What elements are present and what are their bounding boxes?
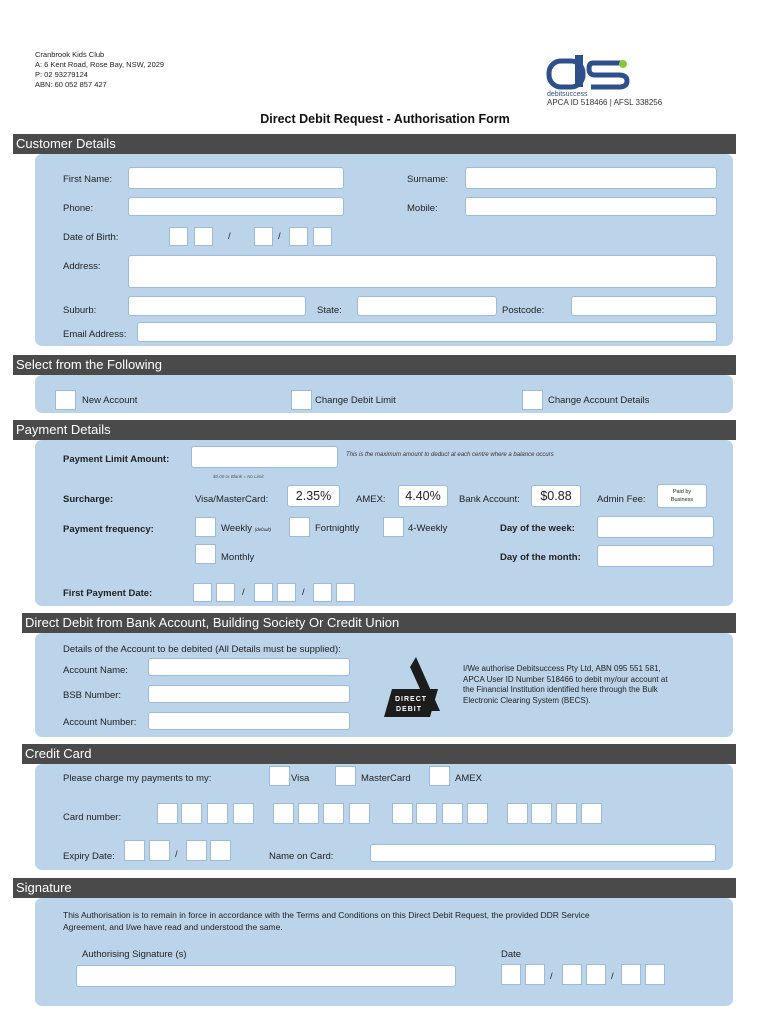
frequency-label: Payment frequency: bbox=[63, 524, 154, 535]
logo-wordmark: debitsuccess bbox=[547, 91, 588, 98]
bank-intro: Details of the Account to be debited (All Details must be supplied): bbox=[63, 644, 341, 655]
visa-mc-surcharge: 2.35% bbox=[287, 485, 340, 507]
new-account-checkbox[interactable] bbox=[55, 390, 76, 410]
first-payment-slash: / bbox=[242, 587, 245, 598]
card-digit[interactable] bbox=[531, 803, 552, 824]
section-select bbox=[13, 355, 736, 375]
bank-account-label: Bank Account: bbox=[459, 494, 520, 505]
card-digit[interactable] bbox=[467, 803, 488, 824]
club-info bbox=[35, 50, 164, 90]
sig-date-slash: / bbox=[611, 971, 614, 982]
mastercard-label: MasterCard bbox=[361, 773, 411, 784]
dd-logo-line: DEBIT bbox=[396, 706, 422, 713]
state-field[interactable] bbox=[357, 296, 497, 316]
change-account-details-label: Change Account Details bbox=[548, 395, 650, 406]
card-digit[interactable] bbox=[298, 803, 319, 824]
terms-line: Agreement, and I/we have read and understood the same. bbox=[63, 922, 283, 932]
signature-field[interactable] bbox=[76, 965, 456, 987]
suburb-field[interactable] bbox=[128, 296, 306, 316]
surname-label: Surname: bbox=[407, 174, 449, 185]
fortnightly-checkbox[interactable] bbox=[289, 517, 310, 537]
expiry-year-1[interactable] bbox=[186, 840, 207, 861]
first-name-field[interactable] bbox=[128, 167, 344, 189]
mobile-field[interactable] bbox=[465, 197, 717, 216]
admin-fee-label: Admin Fee: bbox=[597, 494, 646, 505]
first-payment-month-1[interactable] bbox=[254, 583, 273, 602]
paid-by-line: Paid by bbox=[672, 489, 692, 495]
change-debit-limit-label: Change Debit Limit bbox=[315, 395, 396, 406]
card-digit[interactable] bbox=[323, 803, 344, 824]
first-payment-slash: / bbox=[302, 587, 305, 598]
bsb-label: BSB Number: bbox=[63, 690, 122, 701]
section-signature bbox=[13, 878, 736, 898]
bsb-field[interactable] bbox=[148, 685, 350, 703]
postcode-label: Postcode: bbox=[502, 305, 545, 316]
limit-label: Payment Limit Amount: bbox=[63, 454, 170, 465]
limit-note: This is the maximum amount to deduct at each centre where a balance occurs bbox=[346, 452, 554, 458]
bank-authorisation-text bbox=[463, 664, 668, 706]
visa-mc-label: Visa/MasterCard: bbox=[195, 494, 269, 505]
account-name-field[interactable] bbox=[148, 658, 350, 676]
expiry-slash: / bbox=[175, 849, 178, 860]
weekly-text: Weekly bbox=[221, 523, 252, 534]
first-payment-day-2[interactable] bbox=[216, 583, 235, 602]
first-payment-month-2[interactable] bbox=[277, 583, 296, 602]
phone-field[interactable] bbox=[128, 197, 344, 216]
visa-label: Visa bbox=[291, 773, 310, 784]
weekly-default-note: (default) bbox=[254, 527, 272, 532]
change-account-details-checkbox[interactable] bbox=[522, 390, 543, 410]
state-label: State: bbox=[317, 305, 342, 316]
charge-label: Please charge my payments to my: bbox=[63, 773, 212, 784]
section-title: Signature bbox=[16, 880, 72, 895]
signature-label: Authorising Signature (s) bbox=[82, 949, 187, 960]
first-payment-year-2[interactable] bbox=[336, 583, 355, 602]
email-label: Email Address: bbox=[63, 329, 127, 340]
card-digit[interactable] bbox=[207, 803, 228, 824]
visa-checkbox[interactable] bbox=[269, 766, 290, 786]
auth-line: the Financial Institution identified here through the Bulk bbox=[463, 685, 658, 694]
mobile-label: Mobile: bbox=[407, 203, 438, 214]
paid-by-line: Business bbox=[670, 497, 694, 503]
expiry-year-2[interactable] bbox=[210, 840, 231, 861]
sig-date-day-1[interactable] bbox=[501, 964, 521, 985]
monthly-checkbox[interactable] bbox=[195, 544, 216, 564]
suburb-label: Suburb: bbox=[63, 305, 97, 316]
card-digit[interactable] bbox=[556, 803, 577, 824]
fortnightly-label: Fortnightly bbox=[315, 523, 360, 534]
limit-tiny-note: $0.00 or Blank = No Limit bbox=[213, 474, 264, 479]
monthly-label: Monthly bbox=[221, 552, 255, 563]
dob-slash: / bbox=[278, 231, 281, 242]
section-title: Direct Debit from Bank Account, Building Society Or Credit Union bbox=[25, 615, 400, 630]
sig-date-day-2[interactable] bbox=[525, 964, 545, 985]
dd-logo-line: DIRECT bbox=[394, 696, 428, 703]
postcode-field[interactable] bbox=[571, 296, 717, 316]
card-digit[interactable] bbox=[233, 803, 254, 824]
card-digit[interactable] bbox=[581, 803, 602, 824]
bank-surcharge: $0.88 bbox=[531, 485, 581, 507]
section-payment-details bbox=[13, 420, 736, 440]
phone-label: Phone: bbox=[63, 203, 94, 214]
account-number-field[interactable] bbox=[148, 712, 350, 730]
day-of-month-label: Day of the month: bbox=[500, 552, 581, 563]
first-payment-label: First Payment Date: bbox=[63, 588, 153, 599]
club-address: A: 6 Kent Road, Rose Bay, NSW, 2029 bbox=[35, 60, 165, 69]
weekly-label bbox=[221, 523, 271, 534]
limit-field[interactable] bbox=[191, 446, 338, 468]
signature-terms bbox=[63, 909, 590, 933]
terms-line: This Authorisation is to remain in force in accordance with the Terms and Conditions on this Direct Debit Request, the provided DDR Service bbox=[63, 910, 590, 920]
auth-line: Electronic Clearing System (BECS). bbox=[463, 695, 591, 705]
four-weekly-label: 4-Weekly bbox=[408, 523, 448, 534]
expiry-month-2[interactable] bbox=[149, 840, 170, 861]
section-bank-account bbox=[22, 613, 736, 633]
four-weekly-checkbox[interactable] bbox=[383, 517, 404, 537]
dob-year-2[interactable] bbox=[313, 227, 332, 246]
sig-date-year-2[interactable] bbox=[645, 964, 665, 985]
club-name: Cranbrook Kids Club bbox=[35, 50, 105, 59]
name-on-card-field[interactable] bbox=[370, 844, 716, 862]
dob-month-1[interactable] bbox=[254, 227, 273, 246]
card-digit[interactable] bbox=[507, 803, 528, 824]
auth-line: APCA User ID Number 518466 to debit my/our account at bbox=[463, 674, 668, 684]
section-title: Payment Details bbox=[16, 422, 111, 437]
account-number-label: Account Number: bbox=[63, 717, 137, 728]
sig-date-slash: / bbox=[550, 971, 553, 982]
dob-year-1[interactable] bbox=[289, 227, 308, 246]
section-credit-card bbox=[22, 744, 736, 764]
first-payment-year-1[interactable] bbox=[313, 583, 332, 602]
new-account-label: New Account bbox=[82, 395, 138, 406]
card-number-label: Card number: bbox=[63, 812, 122, 823]
date-label: Date bbox=[501, 949, 522, 960]
section-title: Select from the Following bbox=[16, 357, 162, 372]
club-phone: P: 02 93279124 bbox=[35, 70, 88, 79]
card-digit[interactable] bbox=[349, 803, 370, 824]
direct-debit-logo bbox=[380, 655, 460, 721]
card-digit[interactable] bbox=[181, 803, 202, 824]
select-panel bbox=[35, 375, 733, 413]
admin-fee-box bbox=[657, 484, 707, 508]
amex-label: AMEX bbox=[455, 773, 482, 784]
card-digit[interactable] bbox=[416, 803, 437, 824]
day-of-month-field[interactable] bbox=[597, 545, 714, 567]
address-field[interactable] bbox=[128, 255, 717, 288]
dob-slash: / bbox=[228, 231, 231, 242]
surname-field[interactable] bbox=[465, 167, 717, 189]
card-digit[interactable] bbox=[392, 803, 413, 824]
account-name-label: Account Name: bbox=[63, 665, 128, 676]
amex-surcharge: 4.40% bbox=[398, 485, 448, 507]
sig-date-month-1[interactable] bbox=[562, 964, 582, 985]
card-digit[interactable] bbox=[157, 803, 178, 824]
name-on-card-label: Name on Card: bbox=[269, 851, 334, 862]
day-of-week-field[interactable] bbox=[597, 516, 714, 538]
address-label: Address: bbox=[63, 261, 101, 272]
dob-day-1[interactable] bbox=[169, 227, 188, 246]
card-digit[interactable] bbox=[442, 803, 463, 824]
section-title: Credit Card bbox=[25, 746, 92, 761]
auth-line: I/We authorise Debitsuccess Pty Ltd, ABN 095 551 581, bbox=[463, 664, 661, 673]
debitsuccess-logo bbox=[545, 53, 633, 99]
surcharge-label: Surcharge: bbox=[63, 494, 114, 505]
sig-date-month-2[interactable] bbox=[586, 964, 606, 985]
amex-surcharge-label: AMEX: bbox=[356, 494, 386, 505]
dob-day-2[interactable] bbox=[194, 227, 213, 246]
section-title: Customer Details bbox=[16, 136, 116, 151]
sig-date-year-1[interactable] bbox=[621, 964, 641, 985]
day-of-week-label: Day of the week: bbox=[500, 523, 575, 534]
amex-checkbox[interactable] bbox=[429, 766, 450, 786]
apca-id: APCA ID 518466 | AFSL 338256 bbox=[547, 98, 663, 107]
first-payment-day-1[interactable] bbox=[193, 583, 212, 602]
mastercard-checkbox[interactable] bbox=[335, 766, 356, 786]
change-debit-limit-checkbox[interactable] bbox=[291, 390, 312, 410]
dob-label: Date of Birth: bbox=[63, 232, 119, 243]
expiry-label: Expiry Date: bbox=[63, 851, 115, 862]
card-digit[interactable] bbox=[273, 803, 294, 824]
expiry-month-1[interactable] bbox=[124, 840, 145, 861]
first-name-label: First Name: bbox=[63, 174, 113, 185]
email-field[interactable] bbox=[137, 322, 717, 342]
page-title: Direct Debit Request - Authorisation Form bbox=[260, 112, 510, 126]
club-abn: ABN: 60 052 857 427 bbox=[35, 80, 107, 89]
section-customer-details bbox=[13, 134, 736, 154]
weekly-checkbox[interactable] bbox=[195, 517, 216, 537]
